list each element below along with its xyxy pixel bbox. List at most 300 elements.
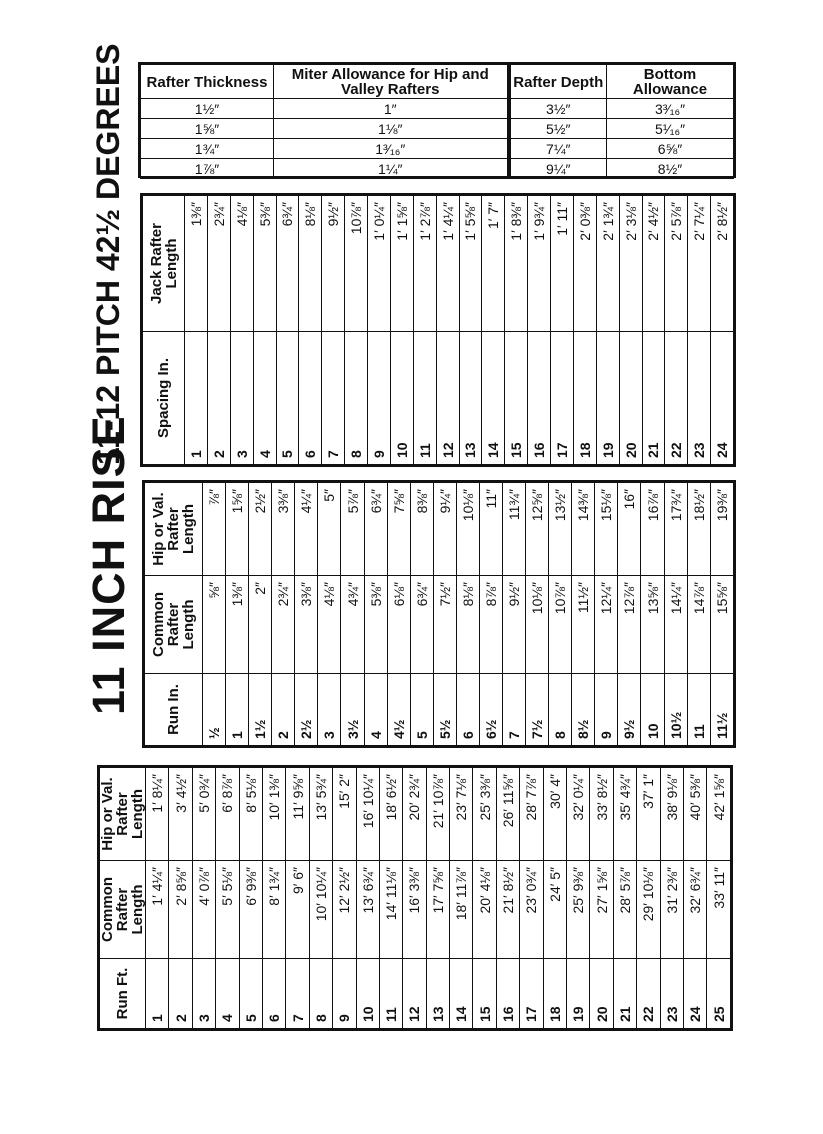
table-row [543, 768, 566, 1029]
table-cell: 14 [482, 332, 505, 465]
table-cell: 5¹⁄₁₆″ [607, 119, 734, 139]
table-row [641, 483, 664, 746]
table-cell: 13⅝″ [641, 576, 664, 674]
table-cell: 2¾″ [272, 576, 295, 674]
table-cell: 2 [169, 959, 192, 1029]
table-row [520, 768, 543, 1029]
table-cell: 12⅝″ [526, 483, 549, 576]
table-cell: 4′ 0⅞″ [192, 861, 215, 959]
table-row [436, 196, 459, 465]
table-cell: 18′ 6½″ [379, 768, 402, 861]
table-cell: 17¾″ [664, 483, 687, 576]
table-row [318, 483, 341, 746]
table-cell: 19⅜″ [710, 483, 733, 576]
table-cell: 16 [528, 332, 551, 465]
table-cell: 1′ 11″ [551, 196, 574, 332]
table-cell: 15⅝″ [710, 576, 733, 674]
table-cell: 5″ [318, 483, 341, 576]
table-cell: 6⅛″ [387, 576, 410, 674]
table-row [637, 768, 660, 1029]
table-cell: 7½″ [433, 576, 456, 674]
table-cell: 1′ 4¼″ [436, 196, 459, 332]
table-cell: 22 [637, 959, 660, 1029]
table-cell: 15′ 2″ [333, 768, 356, 861]
table-cell: 1′ 4¼″ [146, 861, 169, 959]
table-cell: 2′ 8½″ [711, 196, 734, 332]
table-cell: 2′ 0⅜″ [573, 196, 596, 332]
table-cell: 20′ 2¾″ [403, 768, 426, 861]
table-cell: 18½″ [687, 483, 710, 576]
table-cell: 10⅛″ [526, 576, 549, 674]
table-cell: 29′ 10⅛″ [637, 861, 660, 959]
table-row [688, 196, 711, 465]
table-cell: 5½ [433, 674, 456, 746]
table-row [341, 483, 364, 746]
table-cell: 15 [473, 959, 496, 1029]
table-row [141, 119, 734, 139]
table-cell: 4⅛″ [318, 576, 341, 674]
table-cell: 1¾″ [141, 139, 274, 159]
table-cell: 8⅞″ [479, 576, 502, 674]
table-cell: 11 [379, 959, 402, 1029]
table-cell: 8′ 5⅛″ [239, 768, 262, 861]
table-cell: 8 [345, 332, 368, 465]
table-cell: 31′ 2⅜″ [660, 861, 683, 959]
table-cell: 19 [596, 332, 619, 465]
table-cell: 6⅝″ [607, 139, 734, 159]
table-header-row [145, 483, 203, 746]
table-cell: 9 [368, 332, 391, 465]
table-cell: 6′ 9⅜″ [239, 861, 262, 959]
table-cell: 4 [253, 332, 276, 465]
table-row [309, 768, 332, 1029]
table-cell: 7 [322, 332, 345, 465]
table-cell: 27′ 1⅝″ [590, 861, 613, 959]
table-cell: 9¼″ [433, 483, 456, 576]
table-cell: 16⅞″ [641, 483, 664, 576]
table-row [459, 196, 482, 465]
table-cell: 17′ 7⅝″ [426, 861, 449, 959]
table-cell: 1″ [274, 99, 509, 119]
table-cell: 6 [456, 674, 479, 746]
table-cell: 12⅞″ [618, 576, 641, 674]
table-row [169, 768, 192, 1029]
table-cell: 1½″ [141, 99, 274, 119]
table-row [403, 768, 426, 1029]
table-cell: 1⅜″ [185, 196, 208, 332]
table-cell: 37′ 1″ [637, 768, 660, 861]
table-cell: 40′ 5⅜″ [683, 768, 706, 861]
table-row [413, 196, 436, 465]
table-row [387, 483, 410, 746]
table-cell: 7 [503, 674, 526, 746]
table-row [364, 483, 387, 746]
table-cell: 8⅛″ [299, 196, 322, 332]
table-cell: 24′ 5″ [543, 861, 566, 959]
table-cell: 16′ 10¼″ [356, 768, 379, 861]
table-cell: 3³⁄₁₆″ [607, 99, 734, 119]
table-row [322, 196, 345, 465]
table-cell: 15 [505, 332, 528, 465]
table-row [473, 768, 496, 1029]
table-cell: 6 [299, 332, 322, 465]
table-cell: 11¾″ [503, 483, 526, 576]
table-row [276, 196, 299, 465]
table-row [549, 483, 572, 746]
table-cell: 8′ 1¾″ [262, 861, 285, 959]
table-row [572, 483, 595, 746]
table-cell: 11″ [479, 483, 502, 576]
table-row [295, 483, 318, 746]
table-cell: 11 [687, 674, 710, 746]
col-header-spacing-in: Spacing In. [143, 332, 185, 465]
jack-rafter-table [140, 193, 736, 467]
table-cell: 12 [436, 332, 459, 465]
sub-title: 11-12 PITCH 42½ DEGREES [90, 43, 126, 465]
table-row [203, 483, 226, 746]
table-cell: 13′ 5¾″ [309, 768, 332, 861]
table-cell: 11½″ [572, 576, 595, 674]
table-cell: 4⅛″ [230, 196, 253, 332]
table-row [665, 196, 688, 465]
table-row [286, 768, 309, 1029]
table-cell: 1 [226, 674, 249, 746]
table-row [707, 768, 731, 1029]
table-row [660, 768, 683, 1029]
col-header-miter-allowance: Miter Allowance for Hip and Valley Rafters [274, 65, 509, 99]
col-header-common-rafter-length: Common Rafter Length [145, 576, 203, 674]
table-cell: 8⅜″ [410, 483, 433, 576]
table-cell: 16 [496, 959, 519, 1029]
table-cell: 21′ 10⅞″ [426, 768, 449, 861]
table-cell: 2′ 5⅞″ [665, 196, 688, 332]
col-header-rafter-thickness: Rafter Thickness [141, 65, 274, 99]
table-cell: 5′ 5⅛″ [216, 861, 239, 959]
table-cell: 23 [688, 332, 711, 465]
table-cell: 1′ 2⅞″ [413, 196, 436, 332]
table-cell: 2 [272, 674, 295, 746]
table-header-row [141, 65, 734, 99]
table-cell: 5 [410, 674, 433, 746]
table-row [272, 483, 295, 746]
table-cell: 9 [333, 959, 356, 1029]
table-cell: 2′ 8⅝″ [169, 861, 192, 959]
table-row [496, 768, 519, 1029]
table-cell: 10⅛″ [456, 483, 479, 576]
table-cell: 8⅛″ [456, 576, 479, 674]
table-cell: 13 [426, 959, 449, 1029]
table-cell: 4½ [387, 674, 410, 746]
table-header-row [143, 196, 185, 465]
table-row [253, 196, 276, 465]
table-cell: ½ [203, 674, 226, 746]
table-cell: 3⅜″ [272, 483, 295, 576]
table-row [226, 483, 249, 746]
table-cell: 23′ 7⅛″ [450, 768, 473, 861]
table-cell: 5½″ [509, 119, 607, 139]
table-cell: 8½″ [607, 159, 734, 179]
table-cell: 17 [520, 959, 543, 1029]
table-row [450, 768, 473, 1029]
table-cell: 21 [642, 332, 665, 465]
table-cell: 1′ 1⅝″ [390, 196, 413, 332]
table-cell: 7½ [526, 674, 549, 746]
table-cell: 1⅝″ [141, 119, 274, 139]
table-cell: 23′ 0¾″ [520, 861, 543, 959]
table-row [379, 768, 402, 1029]
table-row [141, 139, 734, 159]
table-row [345, 196, 368, 465]
table-row [299, 196, 322, 465]
table-cell: 12 [403, 959, 426, 1029]
table-cell: 4 [364, 674, 387, 746]
table-cell: 7¼″ [509, 139, 607, 159]
table-cell: 10′ 10¼″ [309, 861, 332, 959]
table-cell: 2′ 3⅛″ [619, 196, 642, 332]
table-cell: ⅝″ [203, 576, 226, 674]
table-cell: 4¾″ [341, 576, 364, 674]
table-cell: 4 [216, 959, 239, 1029]
table-row [551, 196, 574, 465]
table-cell: 11½ [710, 674, 733, 746]
table-cell: 1 [146, 959, 169, 1029]
table-cell: 2 [207, 332, 230, 465]
table-cell: ⅞″ [203, 483, 226, 576]
table-row [619, 196, 642, 465]
table-cell: 13½″ [549, 483, 572, 576]
table-row [482, 196, 505, 465]
table-cell: 20′ 4⅛″ [473, 861, 496, 959]
table-cell: 6¾″ [364, 483, 387, 576]
table-cell: 18 [573, 332, 596, 465]
table-row [207, 196, 230, 465]
table-cell: 28′ 7⅞″ [520, 768, 543, 861]
table-cell: 8 [309, 959, 332, 1029]
table-row [687, 483, 710, 746]
table-cell: 9′ 6″ [286, 861, 309, 959]
table-cell: 1⅛″ [274, 119, 509, 139]
table-cell: 1′ 8⅜″ [505, 196, 528, 332]
table-cell: 6¾″ [276, 196, 299, 332]
table-cell: 1′ 0¼″ [368, 196, 391, 332]
table-cell: 22 [665, 332, 688, 465]
table-cell: 6′ 8⅞″ [216, 768, 239, 861]
table-cell: 33′ 11″ [707, 861, 731, 959]
table-cell: 10′ 1⅜″ [262, 768, 285, 861]
table-cell: 33′ 8½″ [590, 768, 613, 861]
table-row [503, 483, 526, 746]
table-cell: 2½ [295, 674, 318, 746]
table-cell: 2′ 7¼″ [688, 196, 711, 332]
table-cell: 8 [549, 674, 572, 746]
table-cell: 5⅞″ [341, 483, 364, 576]
table-cell: 35′ 4¾″ [613, 768, 636, 861]
col-header-rafter-depth: Rafter Depth [509, 65, 607, 99]
table-cell: 30′ 4″ [543, 768, 566, 861]
table-cell: 10⅞″ [345, 196, 368, 332]
table-cell: 3½″ [509, 99, 607, 119]
table-cell: 14′ 11⅛″ [379, 861, 402, 959]
table-cell: 18 [543, 959, 566, 1029]
table-cell: 16′ 3⅜″ [403, 861, 426, 959]
table-cell: 10 [356, 959, 379, 1029]
table-row [505, 196, 528, 465]
table-cell: 16″ [618, 483, 641, 576]
table-cell: 9¼″ [509, 159, 607, 179]
table-cell: 26′ 11⅝″ [496, 768, 519, 861]
table-cell: 1 [185, 332, 208, 465]
table-cell: 9½ [618, 674, 641, 746]
miter-allowance-table [138, 62, 736, 178]
table-cell: 21′ 8½″ [496, 861, 519, 959]
table-cell: 1⅞″ [141, 159, 274, 179]
table-row [368, 196, 391, 465]
table-cell: 3 [318, 674, 341, 746]
table-cell: 3′ 4½″ [169, 768, 192, 861]
table-cell: 5⅜″ [253, 196, 276, 332]
table-row [596, 196, 619, 465]
table-cell: 4¼″ [295, 483, 318, 576]
table-cell: 38′ 9⅛″ [660, 768, 683, 861]
table-cell: 2½″ [249, 483, 272, 576]
table-row [230, 196, 253, 465]
table-row [618, 483, 641, 746]
table-cell: 5 [239, 959, 262, 1029]
table-cell: 1⅝″ [226, 483, 249, 576]
table-row [664, 483, 687, 746]
table-row [141, 159, 734, 179]
table-cell: 6¾″ [410, 576, 433, 674]
table-cell: 15⅛″ [595, 483, 618, 576]
table-cell: 1′ 9¾″ [528, 196, 551, 332]
table-cell: 2′ 1¾″ [596, 196, 619, 332]
table-cell: 1′ 8¼″ [146, 768, 169, 861]
table-row [526, 483, 549, 746]
table-row [595, 483, 618, 746]
table-cell: 10 [641, 674, 664, 746]
table-cell: 3 [230, 332, 253, 465]
table-cell: 11 [413, 332, 436, 465]
table-cell: 25′ 9⅜″ [567, 861, 590, 959]
table-cell: 42′ 1⅝″ [707, 768, 731, 861]
table-row [185, 196, 208, 465]
table-header-row [100, 768, 146, 1029]
table-cell: 13′ 6¾″ [356, 861, 379, 959]
table-row [192, 768, 215, 1029]
main-title: 11 INCH RISE [83, 415, 134, 715]
table-cell: 1¼″ [274, 159, 509, 179]
table-cell: 18′ 11⅞″ [450, 861, 473, 959]
table-row [479, 483, 502, 746]
table-cell: 10 [390, 332, 413, 465]
table-cell: 6½ [479, 674, 502, 746]
table-row [249, 483, 272, 746]
table-cell: 7⅝″ [387, 483, 410, 576]
table-row [567, 768, 590, 1029]
table-row [216, 768, 239, 1029]
table-row [333, 768, 356, 1029]
table-cell: 1³⁄₁₆″ [274, 139, 509, 159]
table-cell: 14¼″ [664, 576, 687, 674]
col-header-hip-val-rafter-length: Hip or Val. Rafter Length [100, 768, 146, 861]
table-cell: 2′ 4½″ [642, 196, 665, 332]
table-cell: 9 [595, 674, 618, 746]
table-row [262, 768, 285, 1029]
table-row [528, 196, 551, 465]
table-cell: 20 [619, 332, 642, 465]
table-cell: 32′ 6¾″ [683, 861, 706, 959]
table-cell: 3⅜″ [295, 576, 318, 674]
table-cell: 2¾″ [207, 196, 230, 332]
col-header-jack-rafter-length: Jack Rafter Length [143, 196, 185, 332]
table-cell: 3 [192, 959, 215, 1029]
table-row [239, 768, 262, 1029]
table-cell: 8½ [572, 674, 595, 746]
table-row [146, 768, 169, 1029]
table-cell: 1⅜″ [226, 576, 249, 674]
col-header-run-ft: Run Ft. [100, 959, 146, 1029]
table-cell: 28′ 5⅞″ [613, 861, 636, 959]
table-cell: 32′ 0¼″ [567, 768, 590, 861]
table-cell: 17 [551, 332, 574, 465]
table-cell: 14⅜″ [572, 483, 595, 576]
col-header-bottom-allowance: Bottom Allowance [607, 65, 734, 99]
col-header-hip-val-rafter-length: Hip or Val. Rafter Length [145, 483, 203, 576]
table-cell: 14 [450, 959, 473, 1029]
table-cell: 9½″ [503, 576, 526, 674]
col-header-run-in: Run In. [145, 674, 203, 746]
table-cell: 10⅞″ [549, 576, 572, 674]
table-cell: 24 [683, 959, 706, 1029]
table-row [711, 196, 734, 465]
run-feet-table [97, 765, 733, 1031]
table-row [433, 483, 456, 746]
table-cell: 25′ 3⅜″ [473, 768, 496, 861]
table-row [642, 196, 665, 465]
table-cell: 5 [276, 332, 299, 465]
table-cell: 1½ [249, 674, 272, 746]
table-row [426, 768, 449, 1029]
table-row [573, 196, 596, 465]
table-cell: 25 [707, 959, 731, 1029]
table-cell: 23 [660, 959, 683, 1029]
table-row [356, 768, 379, 1029]
table-cell: 7 [286, 959, 309, 1029]
table-cell: 12′ 2½″ [333, 861, 356, 959]
table-row [390, 196, 413, 465]
table-cell: 24 [711, 332, 734, 465]
table-cell: 5⅜″ [364, 576, 387, 674]
table-cell: 13 [459, 332, 482, 465]
table-cell: 21 [613, 959, 636, 1029]
table-cell: 11′ 9⅝″ [286, 768, 309, 861]
table-cell: 1′ 7″ [482, 196, 505, 332]
table-row [613, 768, 636, 1029]
table-cell: 1′ 5⅝″ [459, 196, 482, 332]
table-cell: 10½ [664, 674, 687, 746]
col-header-common-rafter-length: Common Rafter Length [100, 861, 146, 959]
table-row [456, 483, 479, 746]
table-cell: 3½ [341, 674, 364, 746]
table-row [683, 768, 706, 1029]
table-cell: 19 [567, 959, 590, 1029]
table-row [410, 483, 433, 746]
table-cell: 12¼″ [595, 576, 618, 674]
table-cell: 6 [262, 959, 285, 1029]
table-cell: 5′ 0¾″ [192, 768, 215, 861]
table-row [590, 768, 613, 1029]
table-row [710, 483, 733, 746]
